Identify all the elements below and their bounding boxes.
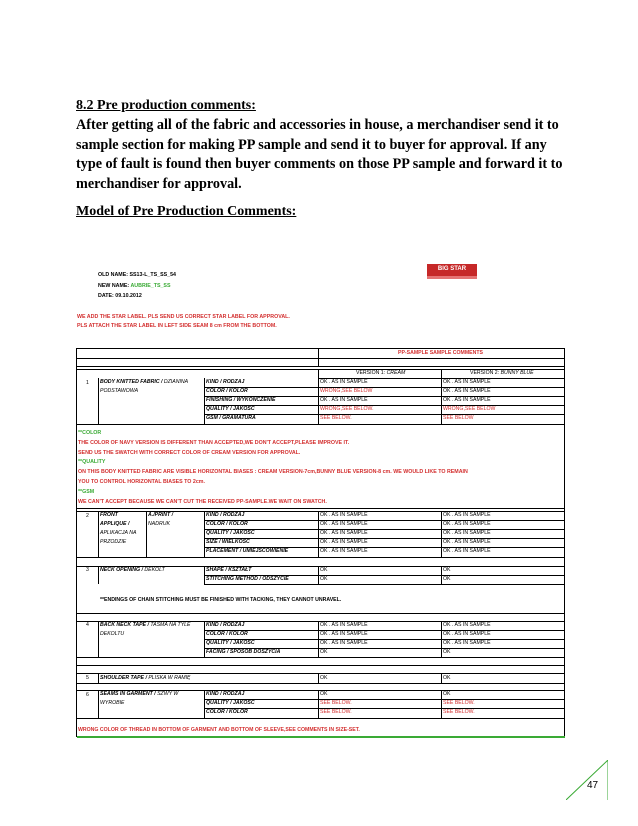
- value-v1: OK: [320, 675, 328, 681]
- value-v1: OK: [320, 567, 328, 573]
- value-v1: OK . AS IN SAMPLE: [320, 622, 368, 628]
- value-v1: OK . AS IN SAMPLE: [320, 530, 368, 536]
- attribute-label: COLOR / KOLOR: [206, 521, 248, 527]
- value-v2: OK . AS IN SAMPLE: [443, 530, 491, 536]
- item-front-applique: FRONT APPLIQUE / APLIKACJA NA PRZODZIE: [100, 512, 137, 545]
- section-number: 3: [86, 567, 89, 573]
- value-v1: WRONG,SEE BELOW.: [320, 406, 374, 412]
- section-number: 4: [86, 622, 89, 628]
- attribute-label: KIND / RODZAJ: [206, 379, 245, 385]
- value-v1: OK . AS IN SAMPLE: [320, 512, 368, 518]
- item-body-fabric: BODY KNITTED FABRIC / DZIANINA PODSTAWOWA: [100, 379, 189, 394]
- value-v1: SEE BELOW.: [320, 415, 352, 421]
- attribute-label: KIND / RODZAJ: [206, 622, 245, 628]
- comment-line: SEND US THE SWATCH WITH CORRECT COLOR OF CREAM VERSION FOR APPROVAL.: [78, 449, 301, 456]
- neck-comment: **ENDINGS OF CHAIN STITCHING MUST BE FINISHED WITH TACKING, THEY CANNOT UNRAVEL.: [100, 597, 342, 603]
- value-v1: OK . AS IN SAMPLE: [320, 631, 368, 637]
- value-v2: OK . AS IN SAMPLE: [443, 379, 491, 385]
- value-v1: OK . AS IN SAMPLE: [320, 521, 368, 527]
- section-number: 6: [86, 692, 89, 698]
- value-v2: OK: [443, 567, 451, 573]
- value-v2: OK: [443, 649, 451, 655]
- attribute-label: KIND / RODZAJ: [206, 691, 245, 697]
- note-line: PLS ATTACH THE STAR LABEL IN LEFT SIDE SEAM 8 cm FROM THE BOTTOM.: [77, 323, 277, 329]
- value-v2: SEE BELOW.: [443, 700, 475, 706]
- document-date: DATE: 09.10.2012: [98, 293, 142, 299]
- seams-comment: WRONG COLOR OF THREAD IN BOTTOM OF GARMENT AND BOTTOM OF SLEEVE,SEE COMMENTS IN SIZE-SET.: [78, 727, 360, 733]
- comment-line: **QUALITY: [78, 459, 106, 466]
- value-v1: SEE BELOW.: [320, 709, 352, 715]
- value-v1: WRONG,SEE BELOW: [320, 388, 373, 394]
- attribute-label: FACING / SPOSÓB DOSZYCIA: [206, 649, 281, 655]
- item-back-neck-tape: BACK NECK TAPE / TAŚMA NA TYLE DEKOLTU: [100, 622, 191, 637]
- attribute-label: STITCHING METHOD / ODSZYCIE: [206, 576, 289, 582]
- value-v2: WRONG,SEE BELOW: [443, 406, 496, 412]
- attribute-label: QUALITY / JAKOŚĆ: [206, 406, 255, 412]
- version-1-header: VERSION 1: CREAM: [356, 370, 406, 376]
- value-v1: OK . AS IN SAMPLE: [320, 548, 368, 554]
- value-v2: OK . AS IN SAMPLE: [443, 539, 491, 545]
- item-neck-opening: NECK OPENING / DEKOLT: [100, 567, 165, 573]
- value-v2: SEE BELOW: [443, 415, 474, 421]
- brand-logo: BIG STAR: [427, 264, 477, 279]
- comment-line: **COLOR: [78, 430, 102, 436]
- section-number: 1: [86, 380, 89, 386]
- section-paragraph: After getting all of the fabric and accessories in house, a merchandiser send it to sample section for making PP sample and send it to buyer for approval. If any type of fault is found then buyer comments on those PP sample and forward it to merchandiser for approval.: [76, 117, 563, 192]
- value-v2: OK: [443, 576, 451, 582]
- value-v2: OK . AS IN SAMPLE: [443, 521, 491, 527]
- model-heading: Model of Pre Production Comments:: [76, 204, 297, 219]
- value-v1: OK: [320, 649, 328, 655]
- fabric-comments: [78, 429, 468, 507]
- note-line: WE ADD THE STAR LABEL. PLS SEND US CORRECT STAR LABEL FOR APPROVAL.: [77, 314, 290, 320]
- attribute-label: QUALITY / JAKOŚĆ: [206, 530, 255, 536]
- section-number: 5: [86, 675, 89, 681]
- value-v1: OK . AS IN SAMPLE: [320, 379, 368, 385]
- value-v1: OK: [320, 576, 328, 582]
- attribute-label: SIZE / WIELKOŚĆ: [206, 539, 250, 545]
- value-v1: OK: [320, 691, 328, 697]
- page-number-badge: [566, 760, 608, 800]
- attribute-label: QUALITY / JAKOŚĆ: [206, 640, 255, 646]
- attribute-label: GSM / GRAMATURA: [206, 415, 256, 421]
- value-v2: OK . AS IN SAMPLE: [443, 631, 491, 637]
- item-seams: SEAMS IN GARMENT / SZWY W WYROBIE: [100, 691, 179, 706]
- item-print: A./PRINT / NADRUK: [148, 512, 174, 527]
- comment-line: THE COLOR OF NAVY VERSION IS DIFFERENT THAN ACCEPTED,WE DON'T ACCEPT,PLEASE IMPROVE IT.: [78, 439, 350, 446]
- value-v2: OK: [443, 691, 451, 697]
- section-heading: 8.2 Pre production comments:: [76, 98, 256, 113]
- page-number: 47: [587, 780, 599, 791]
- table-banner: PP-SAMPLE SAMPLE COMMENTS: [398, 350, 484, 356]
- value-v2: OK . AS IN SAMPLE: [443, 397, 491, 403]
- old-name: OLD NAME: SS13-L_TS_SS_54: [98, 272, 177, 278]
- attribute-label: COLOR / KOLOR: [206, 388, 248, 394]
- value-v2: OK . AS IN SAMPLE: [443, 640, 491, 646]
- attribute-label: KIND / RODZAJ: [206, 512, 245, 518]
- value-v1: OK . AS IN SAMPLE: [320, 397, 368, 403]
- comment-line: **GSM: [78, 488, 95, 495]
- star-label-notes: [77, 313, 290, 331]
- attribute-label: SHAPE / KSZTAŁT: [206, 567, 252, 573]
- value-v1: OK . AS IN SAMPLE: [320, 640, 368, 646]
- comment-line: YOU TO CONTROL HORIZONTAL BIASES TO 2cm.: [78, 478, 205, 485]
- comment-line: ON THIS BODY KNITTED FABRIC ARE VISIBLE HORIZONTAL BIASES : CREAM VERSION-7cm,BUNNY BLUE VERSION-8 cm. WE WOULD LIKE TO REMAIN: [78, 469, 468, 476]
- attribute-label: COLOR / KOLOR: [206, 631, 248, 637]
- value-v1: SEE BELOW.: [320, 700, 352, 706]
- value-v2: OK . AS IN SAMPLE: [443, 622, 491, 628]
- value-v2: OK: [443, 675, 451, 681]
- new-name: NEW NAME: AUBRIE_TS_SS: [98, 282, 171, 289]
- attribute-label: COLOR / KOLOR: [206, 709, 248, 715]
- value-v2: OK . AS IN SAMPLE: [443, 548, 491, 554]
- value-v2: SEE BELOW.: [443, 709, 475, 715]
- section-number: 2: [86, 513, 89, 519]
- comment-line: WE CAN'T ACCEPT BECAUSE WE CAN'T CUT THE RECEIVED PP-SAMPLE.WE WAIT ON SWATCH.: [78, 498, 327, 505]
- document-meta: [98, 270, 176, 302]
- attribute-label: PLACEMENT / UMIEJSCOWIENIE: [206, 548, 289, 554]
- version-2-header: VERSION 2: BUNNY BLUE: [470, 370, 534, 376]
- green-rule: [77, 736, 565, 738]
- value-v2: OK . AS IN SAMPLE: [443, 388, 491, 394]
- item-shoulder-tape: SHOULDER TAPE / PLISKA W RAMIĘ: [100, 675, 191, 681]
- value-v2: OK . AS IN SAMPLE: [443, 512, 491, 518]
- attribute-label: QUALITY / JAKOŚĆ: [206, 700, 255, 706]
- value-v1: OK . AS IN SAMPLE: [320, 539, 368, 545]
- attribute-label: FINISHING / WYKOŃCZENIE: [206, 397, 276, 403]
